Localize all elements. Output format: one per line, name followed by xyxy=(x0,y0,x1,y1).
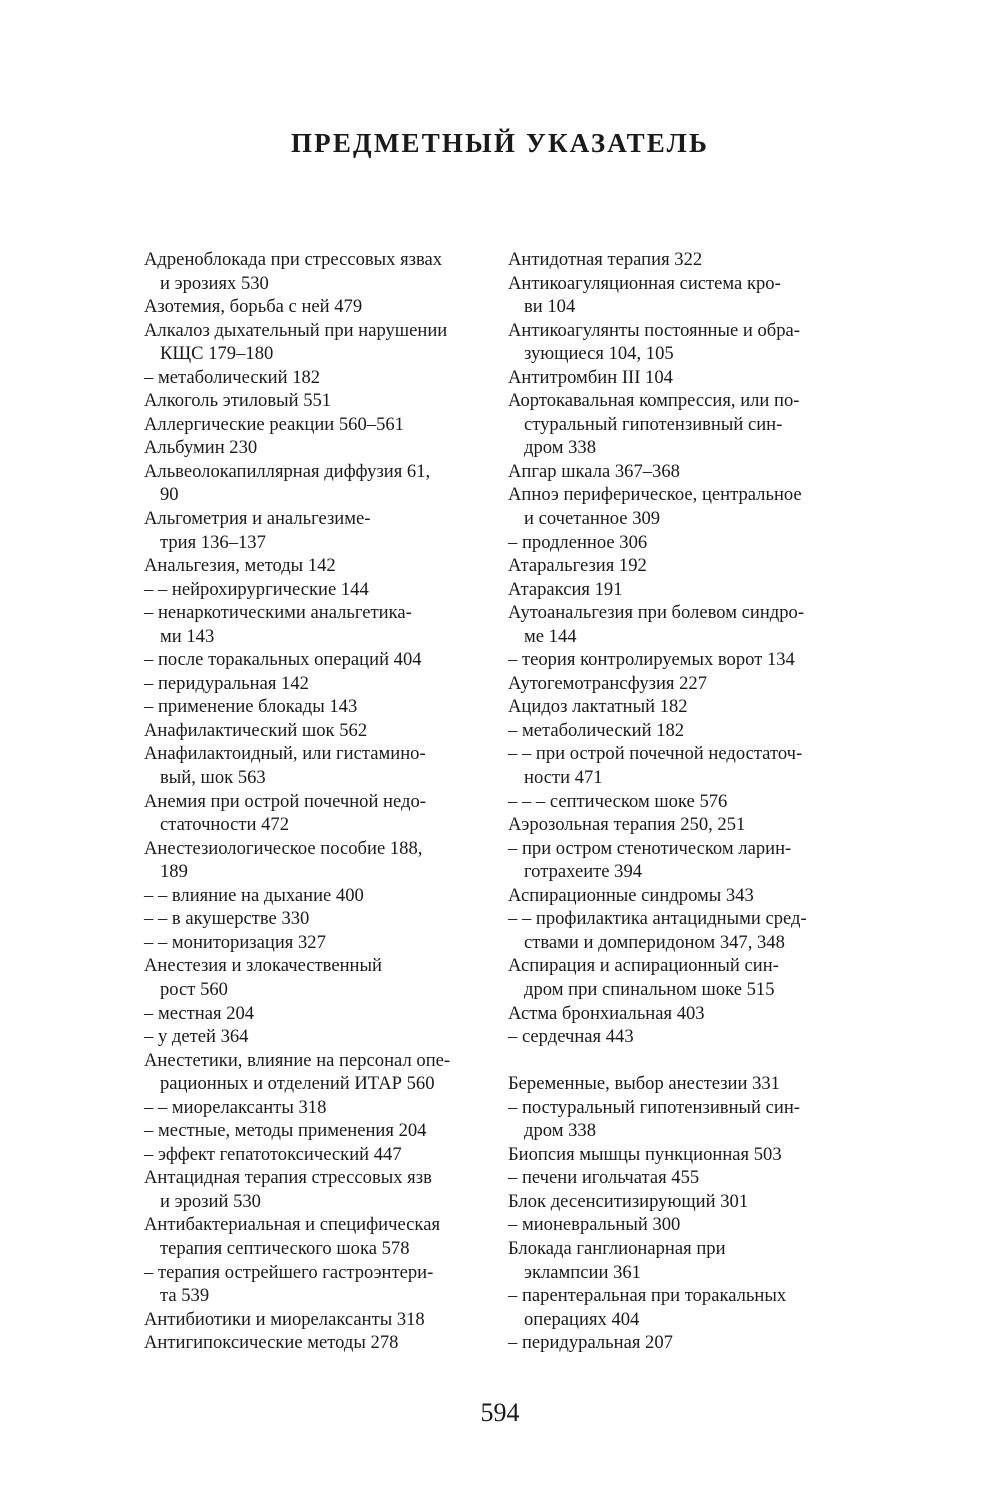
index-column-right xyxy=(508,248,860,1355)
index-entry: Антибиотики и миорелаксанты 318 xyxy=(144,1308,425,1330)
index-entry: и эрозиях 530 xyxy=(160,272,269,294)
index-entry: ви 104 xyxy=(524,296,576,318)
index-entry: – сердечная 443 xyxy=(508,1026,634,1048)
index-entry: операциях 404 xyxy=(524,1308,640,1330)
index-entry: Аллергические реакции 560–561 xyxy=(144,413,404,435)
index-entry: – у детей 364 xyxy=(144,1026,249,1048)
index-entry: – – нейрохирургические 144 xyxy=(144,578,369,600)
index-entry: дром 338 xyxy=(524,437,597,459)
index-entry: Анафилактоидный, или гистамино- xyxy=(144,743,426,765)
index-entry: рост 560 xyxy=(160,978,228,1000)
index-entry: Анальгезия, методы 142 xyxy=(144,555,336,577)
index-entry: – печени игольчатая 455 xyxy=(508,1167,700,1189)
index-entry: – местные, методы применения 204 xyxy=(144,1120,427,1142)
index-entry: Анестезия и злокачественный xyxy=(144,955,382,977)
index-entry: – перидуральная 207 xyxy=(508,1332,673,1354)
index-entry: Альбумин 230 xyxy=(144,437,258,459)
index-entry: Апноэ периферическое, центральное xyxy=(508,484,802,506)
index-entry: ми 143 xyxy=(160,625,215,647)
index-entry: и эрозий 530 xyxy=(160,1190,261,1212)
index-entry: – парентеральная при торакальных xyxy=(508,1285,787,1307)
index-entry: Аортокавальная компрессия, или по- xyxy=(508,390,800,412)
index-entry: Блокада ганглионарная при xyxy=(508,1237,726,1259)
index-entry: Анафилактический шок 562 xyxy=(144,719,368,741)
index-entry: – перидуральная 142 xyxy=(144,672,309,694)
index-entry: – при остром стенотическом ларин- xyxy=(508,837,792,859)
index-entry: Антибактериальная и специфическая xyxy=(144,1214,440,1236)
index-entry: статочности 472 xyxy=(160,814,290,836)
page-number: 594 xyxy=(480,1398,520,1427)
index-entry: Астма бронхиальная 403 xyxy=(508,1002,705,1024)
index-entry: – продленное 306 xyxy=(508,531,648,553)
index-entry: Аспирация и аспирационный син- xyxy=(508,955,779,977)
index-entry: ности 471 xyxy=(524,767,603,789)
index-entry: – после торакальных операций 404 xyxy=(144,649,422,671)
index-entry: Аэрозольная терапия 250, 251 xyxy=(508,814,746,836)
index-entry: 90 xyxy=(160,484,179,506)
index-entry: Аутоанальгезия при болевом синдро- xyxy=(508,602,805,624)
index-entry: Адреноблокада при стрессовых язвах xyxy=(144,249,443,270)
index-entry: Альвеолокапиллярная диффузия 61, xyxy=(144,460,431,482)
index-entry: – – при острой почечной недостаточ- xyxy=(508,743,803,765)
index-entry: – мионевральный 300 xyxy=(508,1214,681,1236)
index-entry: ме 144 xyxy=(524,625,577,647)
index-entry xyxy=(508,1049,860,1073)
page-title: ПРЕДМЕТНЫЙ УКАЗАТЕЛЬ xyxy=(290,128,710,158)
index-entry: – – влияние на дыхание 400 xyxy=(144,884,364,906)
index-column-left xyxy=(144,248,496,1355)
index-entry: – метаболический 182 xyxy=(144,366,321,388)
index-entry: – применение блокады 143 xyxy=(144,696,358,718)
index-entry: и сочетанное 309 xyxy=(524,508,661,530)
index-entry: Антацидная терапия стрессовых язв xyxy=(144,1167,432,1189)
index-entry: Анестетики, влияние на персонал опе- xyxy=(144,1049,451,1071)
index-entry: вый, шок 563 xyxy=(160,767,266,789)
index-entry: готрахеите 394 xyxy=(524,861,643,883)
index-entry: Алкалоз дыхательный при нарушении xyxy=(144,319,448,341)
index-entry: Ацидоз лактатный 182 xyxy=(508,696,688,718)
index-entry: дром при спинальном шоке 515 xyxy=(524,978,775,1000)
index-entry: Аутогемотрансфузия 227 xyxy=(508,672,708,694)
index-entry: Блок десенситизирующий 301 xyxy=(508,1190,749,1212)
index-entry: Алкоголь этиловый 551 xyxy=(144,390,332,412)
index-entry: эклампсии 361 xyxy=(524,1261,641,1283)
index-entry: – эффект гепатотоксический 447 xyxy=(144,1143,402,1165)
index-entry: зующиеся 104, 105 xyxy=(524,343,674,365)
index-entry: Анестезиологическое пособие 188, xyxy=(144,837,423,859)
index-entry: Аспирационные синдромы 343 xyxy=(508,884,754,906)
index-entry: Азотемия, борьба с ней 479 xyxy=(144,296,363,318)
index-entry: – – миорелаксанты 318 xyxy=(144,1096,327,1118)
index-entry: – ненаркотическими анальгетика- xyxy=(144,602,412,624)
index-entry: Биопсия мышцы пункционная 503 xyxy=(508,1143,782,1165)
index-entry: Антикоагулянты постоянные и обра- xyxy=(508,319,800,341)
index-entry: Атараксия 191 xyxy=(508,578,623,600)
index-entry: Беременные, выбор анестезии 331 xyxy=(508,1073,780,1095)
index-entry: – – – септическом шоке 576 xyxy=(508,790,728,812)
index-entry: – местная 204 xyxy=(144,1002,255,1024)
index-entry: – теория контролируемых ворот 134 xyxy=(508,649,795,671)
index-entry: терапия септического шока 578 xyxy=(160,1237,410,1259)
index-entry: КЩС 179–180 xyxy=(160,343,274,365)
index-entry: дром 338 xyxy=(524,1120,597,1142)
index-entry: Антитромбин III 104 xyxy=(508,366,673,388)
index-entry: – терапия острейшего гастроэнтери- xyxy=(144,1261,434,1283)
index-entry: Антидотная терапия 322 xyxy=(508,249,703,270)
index-entry: – метаболический 182 xyxy=(508,719,685,741)
index-entry: – – в акушерстве 330 xyxy=(144,908,310,930)
index-entry: Антигипоксические методы 278 xyxy=(144,1332,399,1354)
index-entry: – постуральный гипотензивный син- xyxy=(508,1096,800,1118)
index-entry: Атаральгезия 192 xyxy=(508,555,647,577)
index-entry: Антикоагуляционная система кро- xyxy=(508,272,781,294)
index-entry: Альгометрия и анальгезиме- xyxy=(144,508,371,530)
index-entry: Апгар шкала 367–368 xyxy=(508,460,680,482)
index-entry: та 539 xyxy=(160,1285,210,1307)
index-entry: трия 136–137 xyxy=(160,531,266,553)
index-entry: 189 xyxy=(160,861,188,883)
index-entry: Анемия при острой почечной недо- xyxy=(144,790,426,812)
index-entry: – – мониторизация 327 xyxy=(144,931,326,953)
index-entry: рационных и отделений ИТАР 560 xyxy=(160,1073,435,1095)
index-entry: стуральный гипотензивный син- xyxy=(524,413,783,435)
index-entry: – – профилактика антацидными сред- xyxy=(508,908,807,930)
index-entry: ствами и домперидоном 347, 348 xyxy=(524,931,785,953)
